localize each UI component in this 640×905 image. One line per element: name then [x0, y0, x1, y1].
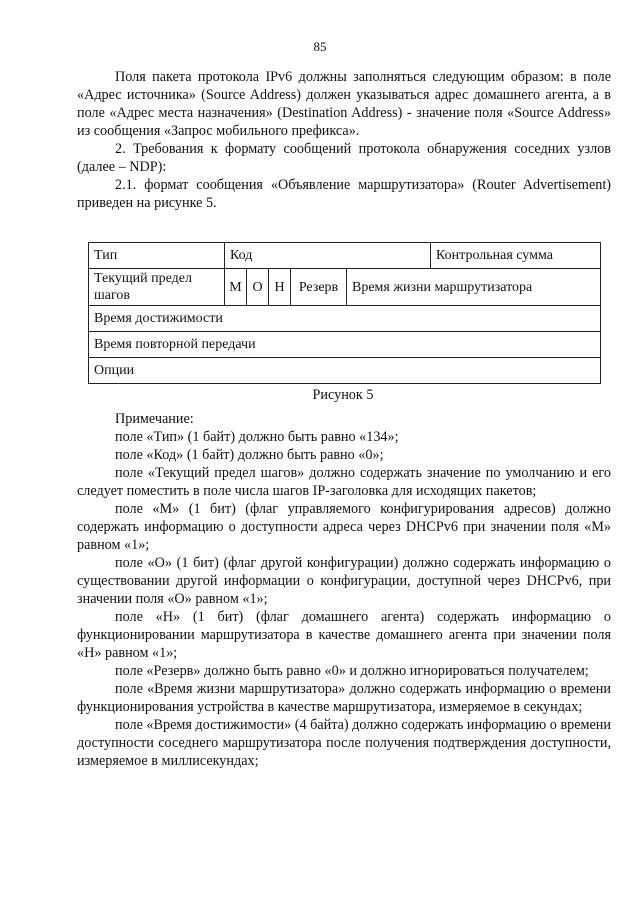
router-advertisement-format-table	[88, 242, 601, 384]
note-item: поле «Время жизни маршрутизатора» должно содержать информацию о времени функционирования устройства в качестве маршрутизатора, измеряемое в секундах;	[77, 681, 611, 715]
cell-router-lifetime: Время жизни маршрутизатора	[347, 269, 601, 306]
cell-reserved: Резерв	[291, 269, 347, 306]
note-item: поле «Н» (1 бит) (флаг домашнего агента) содержать информацию о функционировании маршрутизатора в качестве домашнего агента при значении поля «Н» равном «1»;	[77, 609, 611, 661]
cell-hop-limit: Текущий предел шагов	[89, 269, 225, 306]
cell-options: Опции	[89, 358, 601, 384]
cell-m-flag: М	[225, 269, 247, 306]
note-item: поле «Резерв» должно быть равно «0» и должно игнорироваться получателем;	[115, 663, 589, 679]
cell-checksum: Контрольная сумма	[431, 243, 601, 269]
note-heading: Примечание:	[115, 411, 194, 427]
note-item: поле «О» (1 бит) (флаг другой конфигурации) должно содержать информацию о существовании другой информации о конфигурации, доступной через DHCPv6, при значении поля «О» равном «1»;	[77, 555, 611, 607]
cell-h-flag: Н	[269, 269, 291, 306]
note-item: поле «Время достижимости» (4 байта) должно содержать информацию о времени доступности соседнего маршрутизатора после получения подтверждения доступности, измеряемое в миллисекундах;	[77, 717, 611, 769]
table-row	[89, 358, 601, 384]
intro-paragraph-2: 2. Требования к формату сообщений протокола обнаружения соседних узлов (далее – NDP):	[77, 141, 611, 175]
table-row	[89, 243, 601, 269]
notes-section	[77, 410, 611, 770]
cell-type: Тип	[89, 243, 225, 269]
figure-caption: Рисунок 5	[312, 387, 374, 403]
cell-o-flag: О	[247, 269, 269, 306]
intro-section	[77, 68, 611, 212]
page-number: 85	[313, 39, 327, 54]
note-item: поле «Код» (1 байт) должно быть равно «0»;	[115, 447, 384, 463]
table-row	[89, 332, 601, 358]
note-item: поле «Тип» (1 байт) должно быть равно «134»;	[115, 429, 399, 445]
cell-reachable-time: Время достижимости	[89, 306, 601, 332]
cell-retrans-timer: Время повторной передачи	[89, 332, 601, 358]
intro-paragraph-1: Поля пакета протокола IPv6 должны заполняться следующим образом: в поле «Адрес источника» (Source Address) должен указываться адрес домашнего агента, а в поле «Адрес места назначения» (Destination Address) - значение поля «Source Address» из сообщения «Запрос мобильного префикса».	[77, 69, 611, 139]
table-row	[89, 269, 601, 306]
note-item: поле «М» (1 бит) (флаг управляемого конфигурирования адресов) должно содержать информацию о доступности адреса через DHCPv6 при значении поля «М» равном «1»;	[77, 501, 611, 553]
table-row	[89, 306, 601, 332]
note-item: поле «Текущий предел шагов» должно содержать значение по умолчанию и его следует поместить в поле числа шагов IP-заголовка для исходящих пакетов;	[77, 465, 611, 499]
cell-code: Код	[225, 243, 431, 269]
intro-paragraph-3: 2.1. формат сообщения «Объявление маршрутизатора» (Router Advertisement) приведен на рисунке 5.	[77, 177, 611, 211]
